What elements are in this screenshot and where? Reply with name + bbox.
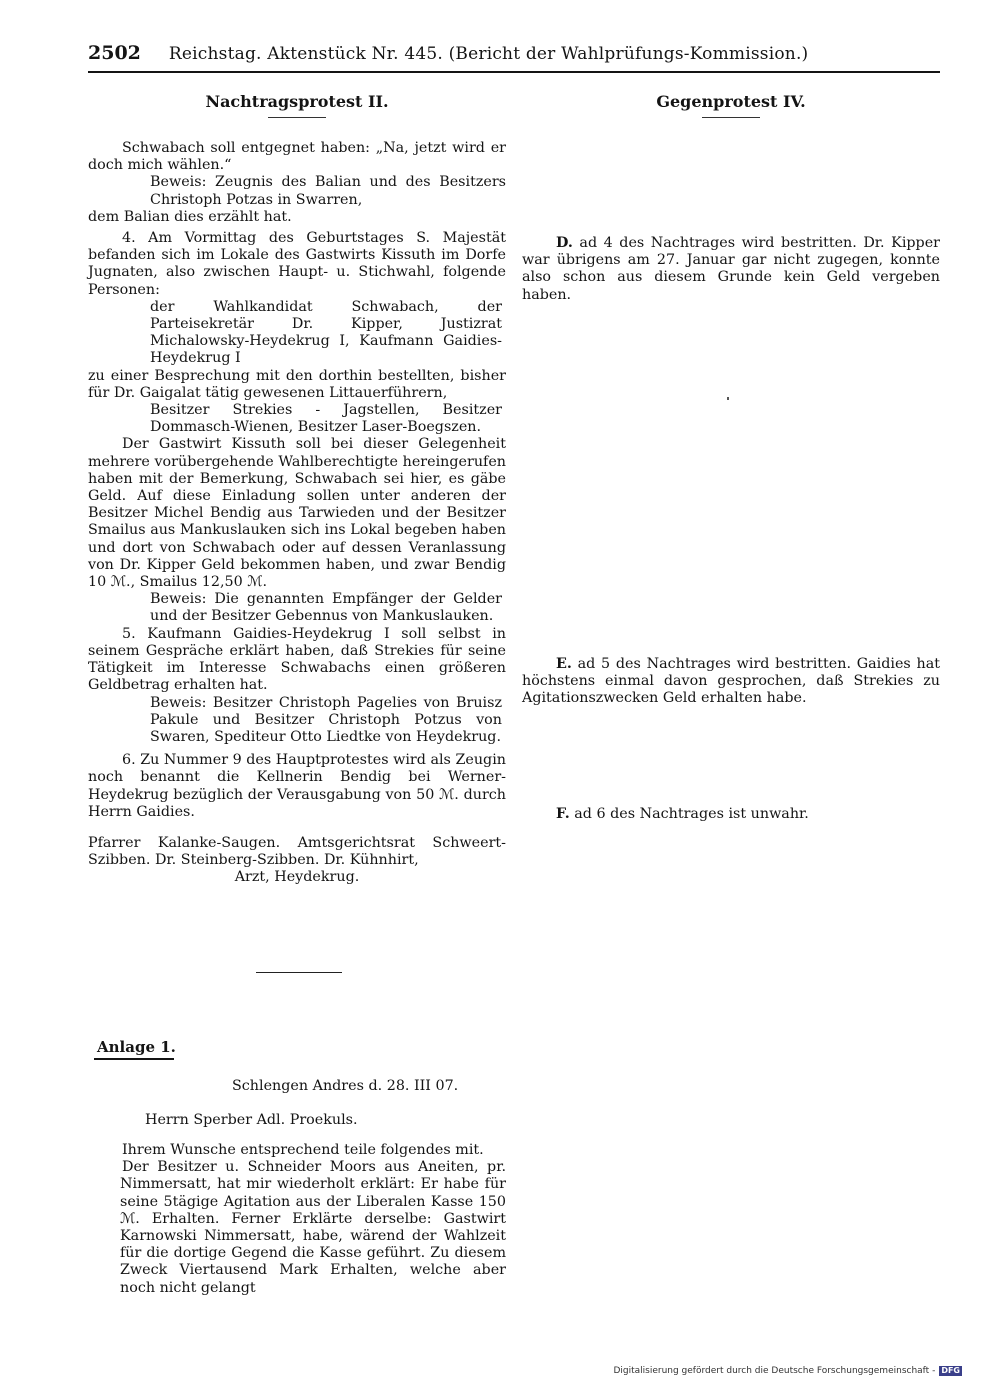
evidence-block: Beweis: Zeugnis des Balian und des Besitzers Christoph Potzas in Swarren, — [150, 174, 506, 208]
page-number: 2502 — [88, 42, 141, 64]
counter-item-e-label: E. — [556, 656, 572, 672]
section-divider — [256, 972, 342, 973]
counter-item-f-label: F. — [556, 806, 570, 822]
persons-block: der Wahlkandidat Schwabach, der Parteisekretär Dr. Kipper, Justizrat Michalowsky-Heydekrug I, Kaufmann Gaidies-Heydekrug I — [150, 298, 502, 367]
counter-item-e — [522, 656, 940, 708]
letter-date-line: Schlengen Andres d. 28. III 07. — [232, 1078, 459, 1094]
paragraph-item-5: 5. Kaufmann Gaidies-Heydekrug I soll selbst in seinem Gespräche erklärt haben, daß Strekies für seine Tätigkeit im Interesse Schwabachs einen größeren Geldbetrag erhalten hat. — [88, 625, 506, 694]
counter-item-f — [522, 806, 940, 823]
running-header — [88, 42, 940, 64]
evidence-block: Beweis: Die genannten Empfänger der Gelder und der Besitzer Gebennus von Mankuslauken. — [150, 591, 502, 625]
paragraph: zu einer Besprechung mit den dorthin bestellten, bisher für Dr. Gaigalat tätig gewesenen Littauerführern, — [88, 367, 506, 401]
paragraph: dem Balian dies erzählt hat. — [88, 208, 292, 225]
paragraph: Der Gastwirt Kissuth soll bei dieser Gelegenheit mehrere vorübergehende Wahlberechtigte hereingerufen haben mit der Bemerkung, Schwabach sei hier, es gäbe Geld. Auf diese Einladung sollen unter anderen der Besitzer Michel Bendig aus Tarwieden und der Besitzer Smailus aus Mankuslauken sich ins Lokal begeben haben und dort von Schwabach oder auf dessen Veranlassung von Dr. Kipper Geld bekommen haben, und zwar Bendig 10 ℳ., Smailus 12,50 ℳ. — [88, 436, 506, 591]
letter-line: Ihrem Wunsche entsprechend teile folgendes mit. — [122, 1142, 484, 1158]
counter-item-f-text: ad 6 des Nachtrages ist unwahr. — [569, 806, 809, 822]
counter-item-d — [522, 235, 940, 304]
section-heading-gegenprotest: Gegenprotest IV. — [656, 92, 806, 111]
persons-block: Besitzer Strekies - Jagstellen, Besitzer Dommasch-Wienen, Besitzer Laser-Boegszen. — [150, 402, 502, 436]
footer-credit-text: Digitalisierung gefördert durch die Deutsche Forschungsgemeinschaft - — [613, 1366, 936, 1376]
footer-credit — [613, 1366, 962, 1376]
paragraph-item-6: 6. Zu Nummer 9 des Hauptprotestes wird als Zeugin noch benannt die Kellnerin Bendig bei Werner-Heydekrug bezüglich der Verausgabung von 50 ℳ. durch Herrn Gaidies. — [88, 752, 506, 820]
letter-body — [120, 1142, 506, 1297]
header-title: Reichstag. Aktenstück Nr. 445. (Bericht der Wahlprüfungs-Kommission.) — [168, 44, 809, 64]
letter-paragraph: Der Besitzer u. Schneider Moors aus Aneiten, pr. Nimmersatt, hat mir wiederholt erklärt: Er habe für seine 5tägige Agitation aus der Liberalen Kasse 150 ℳ. Erhalten. Ferner Erklärte derselbe: Gastwirt Karnowski Nimmersatt, habe, wärend der Wahlzeit für die dortige Gegend die Kasse geführt. Zu diesem Zweck Viertausend Mark Erhalten, welche aber noch nicht gelangt — [120, 1159, 506, 1296]
paragraph: Schwabach soll entgegnet haben: „Na, jetzt wird er doch mich wählen.“ — [88, 140, 506, 174]
letter-salutation: Herrn Sperber Adl. Proekuls. — [145, 1112, 358, 1128]
print-speck — [727, 397, 729, 400]
paragraph-item-4: 4. Am Vormittag des Geburtstages S. Majestät befanden sich im Lokale des Gastwirts Kissuth im Dorfe Jugnaten, also zwischen Haupt- u. Stichwahl, folgende Personen: — [88, 230, 506, 298]
section-heading-nachtragsprotest: Nachtragsprotest II. — [205, 92, 389, 111]
signatures: Pfarrer Kalanke-Saugen. Amtsgerichtsrat Schweert-Szibben. Dr. Steinberg-Szibben. Dr. Kühnhirt, — [88, 834, 506, 869]
counter-item-d-text: ad 4 des Nachtrages wird bestritten. Dr. Kipper war übrigens am 27. Januar gar nicht zugegen, konnte also schon aus diesem Grunde kein Geld vergeben haben. — [522, 235, 940, 303]
evidence-block: Beweis: Besitzer Christoph Pagelies von Bruisz Pakule und Besitzer Christoph Potzus von Swaren, Spediteur Otto Liedtke von Heydekrug. — [150, 694, 502, 745]
anlage-label: Anlage 1. — [97, 1038, 176, 1056]
signatures-last: Arzt, Heydekrug. — [234, 869, 360, 886]
anlage-underline — [94, 1058, 174, 1060]
dfg-logo-icon: DFG — [941, 1366, 960, 1375]
header-rule — [88, 71, 940, 73]
right-column — [522, 92, 940, 118]
left-column — [88, 92, 506, 887]
section-heading-rule — [702, 117, 760, 118]
counter-item-e-text: ad 5 des Nachtrages wird bestritten. Gaidies hat höchstens einmal davon gesprochen, daß Strekies zu Agitationszwecken Geld erhalten habe. — [522, 656, 940, 707]
counter-item-d-label: D. — [556, 235, 573, 251]
